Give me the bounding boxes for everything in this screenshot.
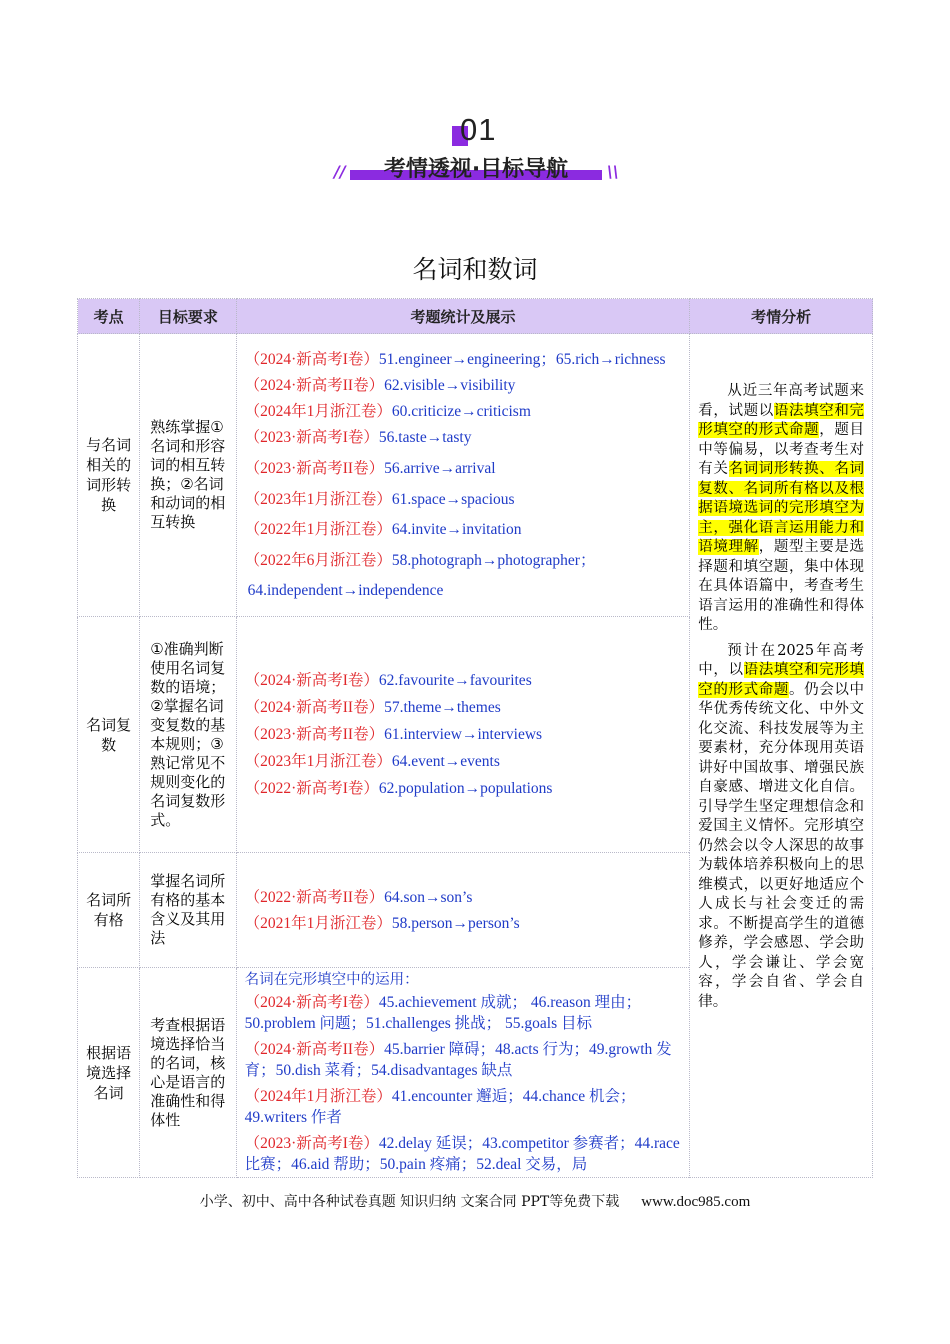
analysis-highlight: 语法填空和完形填空的形式命题 bbox=[698, 402, 865, 438]
example-answer: 62.favourite→favourites bbox=[378, 671, 532, 689]
example-answer: 41.encounter 邂逅；44.chance 机会；49.writers 作者 bbox=[244, 1088, 636, 1126]
example-item bbox=[245, 697, 684, 719]
table-header-row bbox=[78, 299, 873, 334]
header-point: 考点 bbox=[78, 299, 140, 334]
example-source: （2024·新高考I卷） bbox=[244, 994, 379, 1011]
example-item bbox=[245, 550, 684, 571]
example-source: （2024年1月浙江卷） bbox=[244, 1088, 392, 1105]
examples-cell bbox=[236, 334, 690, 617]
example-answer: 56.arrive→arrival bbox=[384, 460, 496, 477]
example-source: （2023·新高考II卷） bbox=[244, 725, 385, 743]
example-answer: 57.theme→themes bbox=[384, 698, 501, 716]
example-source: （2023·新高考I卷） bbox=[244, 1135, 379, 1152]
footer-link[interactable]: www.doc985.com bbox=[641, 1194, 751, 1210]
right-slash-decoration: \\ bbox=[607, 162, 619, 181]
example-answer: 60.criticize→criticism bbox=[391, 403, 531, 420]
analysis-highlight: 语法填空和完形填空的形式命题 bbox=[698, 662, 865, 698]
example-item bbox=[245, 670, 684, 692]
goal-cell: 熟练掌握①名词和形容词的相互转换；②名词和动词的相互转换 bbox=[140, 334, 236, 617]
example-source: （2024·新高考II卷） bbox=[244, 377, 385, 394]
page-title: 名词和数词 bbox=[412, 255, 538, 284]
example-answer: 62.population→populations bbox=[378, 779, 553, 797]
example-source: （2024年1月浙江卷） bbox=[244, 403, 392, 420]
example-item bbox=[245, 489, 684, 510]
example-source: （2022年1月浙江卷） bbox=[244, 521, 392, 538]
example-source: （2023·新高考I卷） bbox=[244, 429, 379, 446]
example-answer: 51.engineer→engineering；65.rich→richness bbox=[378, 351, 666, 368]
table-row bbox=[78, 334, 873, 617]
example-item bbox=[245, 778, 684, 800]
example-answer: 62.visible→visibility bbox=[384, 377, 516, 394]
left-slash-decoration: // bbox=[334, 162, 346, 181]
example-answer: 58.person→person’s bbox=[391, 914, 520, 932]
example-answer: 64.event→events bbox=[391, 752, 500, 770]
example-item bbox=[245, 580, 684, 601]
example-answer: 58.photograph→photographer； bbox=[391, 552, 596, 569]
section-header bbox=[0, 110, 950, 190]
analysis-text: ，题型主要是选择题和填空题，集中体现在具体语篇中，考查考生语言运用的准确性和得体性。 bbox=[698, 539, 865, 633]
example-source: （2021年1月浙江卷） bbox=[244, 914, 392, 932]
example-item bbox=[245, 913, 684, 934]
banner-text: 考情透视·目标导航 bbox=[383, 157, 569, 182]
analysis-text: 预计在2025年高考中，以 bbox=[698, 642, 864, 678]
example-source: （2024·新高考II卷） bbox=[244, 698, 385, 716]
example-item bbox=[245, 1133, 684, 1175]
example-item bbox=[245, 427, 684, 448]
example-item bbox=[245, 349, 684, 370]
point-cell: 根据语境选择名词 bbox=[78, 968, 140, 1178]
header-stats: 考题统计及展示 bbox=[236, 299, 690, 334]
example-source: （2024·新高考I卷） bbox=[244, 351, 379, 368]
example-item bbox=[245, 887, 684, 908]
exam-analysis-table bbox=[77, 298, 873, 1178]
example-item bbox=[245, 458, 684, 479]
example-source: （2022·新高考I卷） bbox=[244, 779, 379, 797]
example-source: （2024·新高考I卷） bbox=[244, 671, 379, 689]
example-item bbox=[245, 401, 684, 422]
example-source: （2023年1月浙江卷） bbox=[244, 752, 392, 770]
examples-cell bbox=[236, 617, 690, 853]
example-source: （2022年6月浙江卷） bbox=[244, 552, 392, 569]
footer-text: 小学、初中、高中各种试卷真题 知识归纳 文案合同 PPT等免费下载 bbox=[199, 1194, 620, 1210]
analysis-text: ，题目中等偏易，以考查考生对有关 bbox=[698, 422, 865, 477]
header-goal: 目标要求 bbox=[140, 299, 236, 334]
examples-heading: 名词在完形填空中的运用： bbox=[244, 972, 419, 988]
example-source: （2023·新高考II卷） bbox=[244, 460, 385, 477]
analysis-paragraph-1 bbox=[698, 382, 864, 636]
example-item bbox=[245, 375, 684, 396]
example-answer: 45.achievement 成就； 46.reason 理由；50.problem 问题；51.challenges 挑战； 55.goals 目标 bbox=[244, 994, 642, 1032]
goal-cell: 掌握名词所有格的基本含义及其用法 bbox=[140, 853, 236, 968]
example-item bbox=[245, 519, 684, 540]
example-answer: 61.interview→interviews bbox=[384, 725, 543, 743]
goal-cell: ①准确判断使用名词复数的语境；②掌握名词变复数的基本规则；③熟记常见不规则变化的名词复数形式。 bbox=[140, 617, 236, 853]
analysis-highlight: 名词词形转换、名词复数、名词所有格以及根据语境选词的完形填空为主，强化语言运用能力和语境理解 bbox=[698, 461, 865, 555]
example-answer: 42.delay 延误；43.competitor 参赛者；44.race 比赛；46.aid 帮助；50.pain 疼痛；52.deal 交易，局 bbox=[244, 1135, 680, 1173]
header-analysis: 考情分析 bbox=[690, 299, 873, 334]
example-answer: 64.independent→independence bbox=[247, 582, 444, 599]
example-source: （2023年1月浙江卷） bbox=[244, 491, 392, 508]
example-item bbox=[245, 1086, 684, 1128]
example-source: （2024·新高考II卷） bbox=[244, 1041, 385, 1058]
point-cell: 名词所有格 bbox=[78, 853, 140, 968]
example-answer: 64.son→son’s bbox=[384, 888, 473, 906]
example-item bbox=[245, 724, 684, 746]
example-answer: 64.invite→invitation bbox=[391, 521, 522, 538]
examples-cell bbox=[236, 853, 690, 968]
goal-cell: 考查根据语境选择恰当的名词，核心是语言的准确性和得体性 bbox=[140, 968, 236, 1178]
example-item bbox=[245, 751, 684, 773]
example-source: （2022·新高考II卷） bbox=[244, 888, 385, 906]
analysis-text: 从近三年高考试题来看，试题以 bbox=[698, 383, 864, 419]
point-cell: 与名词相关的词形转换 bbox=[78, 334, 140, 617]
analysis-paragraph-2 bbox=[698, 642, 864, 1013]
example-answer: 61.space→spacious bbox=[391, 491, 515, 508]
example-item bbox=[245, 992, 684, 1034]
section-banner bbox=[350, 158, 602, 182]
example-item bbox=[245, 1039, 684, 1081]
analysis-cell bbox=[690, 334, 873, 1178]
example-answer: 45.barrier 障碍；48.acts 行为；49.growth 发育；50.dish 菜肴；54.disadvantages 缺点 bbox=[244, 1041, 672, 1079]
example-answer: 56.taste→tasty bbox=[378, 429, 472, 446]
analysis-text: 。仍会以中华优秀传统文化、中外文化交流、科技发展等为主要素材，充分体现用英语讲好中国故事、增强民族自豪感、增进文化自信。引导学生坚定理想信念和爱国主义情怀。完形填空仍然会以令人深思的故事为载体培养积极向上的思维模式，以更好地适应个人成长与社会变迁的需求。不断提高学生的道德修养，学会感恩、学会助人，学会谦让、学会宽容，学会自省、学会自律。 bbox=[698, 681, 865, 1010]
section-number: 01 bbox=[460, 112, 497, 147]
page-footer bbox=[0, 1191, 950, 1211]
examples-cell bbox=[236, 968, 690, 1178]
point-cell: 名词复数 bbox=[78, 617, 140, 853]
